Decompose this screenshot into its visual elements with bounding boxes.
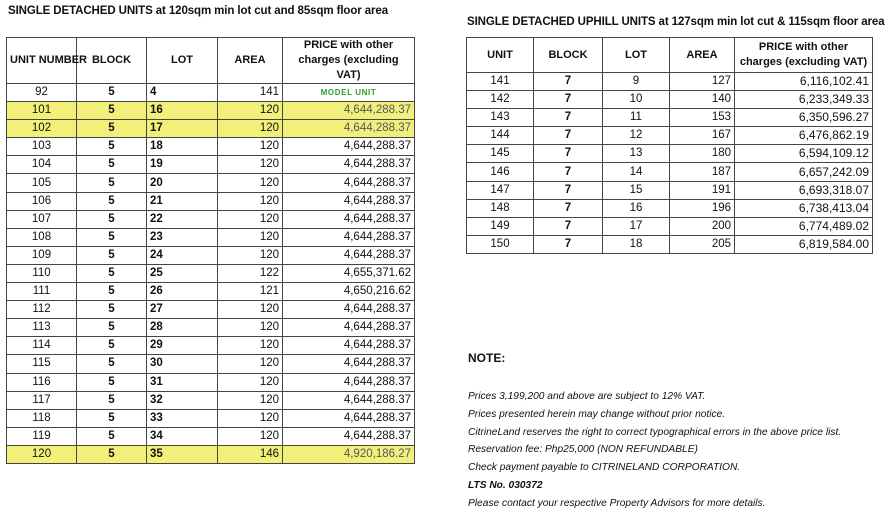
block-cell: 5	[77, 246, 147, 264]
block-cell: 5	[77, 427, 147, 445]
table-row	[7, 246, 415, 264]
table-row	[7, 337, 415, 355]
lot-cell: 11	[603, 109, 670, 127]
table-row	[7, 120, 415, 138]
lot-cell: 9	[603, 73, 670, 91]
table-row	[467, 73, 873, 91]
block-cell: 7	[534, 109, 603, 127]
block-cell: 7	[534, 127, 603, 145]
price-cell: 4,644,288.37	[283, 102, 415, 120]
uphill-units-price-table	[466, 37, 873, 254]
unit-cell: 147	[467, 181, 534, 199]
table-row	[7, 228, 415, 246]
header-block: BLOCK	[77, 38, 147, 84]
area-cell: 140	[670, 91, 735, 109]
table-header-row	[467, 38, 873, 73]
table-row	[467, 127, 873, 145]
block-cell: 7	[534, 199, 603, 217]
unit-cell: 148	[467, 199, 534, 217]
unit-cell: 107	[7, 210, 77, 228]
price-cell: 4,655,371.62	[283, 264, 415, 282]
note-line: Prices presented herein may change without prior notice.	[468, 408, 726, 420]
table-row	[7, 138, 415, 156]
area-cell: 196	[670, 199, 735, 217]
area-cell: 120	[218, 120, 283, 138]
table-row	[7, 373, 415, 391]
note-heading: NOTE:	[468, 351, 506, 365]
unit-cell: 141	[467, 73, 534, 91]
table-row	[7, 301, 415, 319]
block-cell: 7	[534, 145, 603, 163]
area-cell: 180	[670, 145, 735, 163]
table-row	[467, 217, 873, 235]
lot-cell: 19	[147, 156, 218, 174]
unit-cell: 120	[7, 445, 77, 463]
area-cell: 120	[218, 156, 283, 174]
price-cell: 4,644,288.37	[283, 409, 415, 427]
price-cell: 4,920,186.27	[283, 445, 415, 463]
unit-cell: 102	[7, 120, 77, 138]
area-cell: 120	[218, 228, 283, 246]
unit-cell: 117	[7, 391, 77, 409]
unit-cell: 101	[7, 102, 77, 120]
price-cell: 4,644,288.37	[283, 391, 415, 409]
table-row	[7, 391, 415, 409]
unit-cell: 142	[467, 91, 534, 109]
right-table-title: SINGLE DETACHED UPHILL UNITS at 127sqm min lot cut & 115sqm floor area	[467, 16, 885, 28]
price-cell: 4,644,288.37	[283, 301, 415, 319]
lot-cell: 35	[147, 445, 218, 463]
block-cell: 5	[77, 409, 147, 427]
area-cell: 120	[218, 138, 283, 156]
lot-cell: 23	[147, 228, 218, 246]
area-cell: 200	[670, 217, 735, 235]
price-cell: 6,594,109.12	[735, 145, 873, 163]
price-cell: 4,644,288.37	[283, 192, 415, 210]
lot-cell: 24	[147, 246, 218, 264]
price-cell: 6,693,318.07	[735, 181, 873, 199]
unit-cell: 110	[7, 264, 77, 282]
lot-cell: 13	[603, 145, 670, 163]
price-cell: 6,657,242.09	[735, 163, 873, 181]
table-row	[7, 84, 415, 102]
table-row	[7, 210, 415, 228]
lot-cell: 17	[603, 217, 670, 235]
note-line: Reservation fee: Php25,000 (NON REFUNDABLE)	[468, 444, 698, 456]
area-cell: 121	[218, 283, 283, 301]
unit-cell: 103	[7, 138, 77, 156]
price-cell: 4,644,288.37	[283, 120, 415, 138]
lot-cell: 12	[603, 127, 670, 145]
header-area: AREA	[218, 38, 283, 84]
block-cell: 5	[77, 192, 147, 210]
table-row	[467, 109, 873, 127]
lot-cell: 18	[147, 138, 218, 156]
area-cell: 205	[670, 235, 735, 253]
lot-cell: 15	[603, 181, 670, 199]
lot-cell: 34	[147, 427, 218, 445]
block-cell: 7	[534, 163, 603, 181]
price-cell: 4,644,288.37	[283, 246, 415, 264]
table-row	[7, 355, 415, 373]
table-row	[467, 181, 873, 199]
table-row	[467, 199, 873, 217]
single-detached-price-table	[6, 37, 415, 464]
lot-cell: 17	[147, 120, 218, 138]
price-cell: 4,650,216.62	[283, 283, 415, 301]
unit-cell: 106	[7, 192, 77, 210]
price-cell: 4,644,288.37	[283, 373, 415, 391]
lot-cell: 16	[603, 199, 670, 217]
block-cell: 5	[77, 84, 147, 102]
block-cell: 5	[77, 102, 147, 120]
price-cell: 4,644,288.37	[283, 228, 415, 246]
block-cell: 5	[77, 373, 147, 391]
table-row	[7, 319, 415, 337]
price-cell: 4,644,288.37	[283, 210, 415, 228]
left-table-title: SINGLE DETACHED UNITS at 120sqm min lot cut and 85sqm floor area	[8, 5, 388, 17]
area-cell: 167	[670, 127, 735, 145]
unit-cell: 149	[467, 217, 534, 235]
header-block: BLOCK	[534, 38, 603, 73]
lot-cell: 29	[147, 337, 218, 355]
area-cell: 191	[670, 181, 735, 199]
model-unit-label: MODEL UNIT	[320, 88, 377, 98]
lot-cell: 14	[603, 163, 670, 181]
price-cell: 6,350,596.27	[735, 109, 873, 127]
area-cell: 120	[218, 337, 283, 355]
area-cell: 153	[670, 109, 735, 127]
table-header-row	[7, 38, 415, 84]
table-row	[7, 156, 415, 174]
block-cell: 7	[534, 217, 603, 235]
header-price: PRICE with other charges (excluding VAT)	[283, 38, 415, 84]
price-cell: 4,644,288.37	[283, 138, 415, 156]
block-cell: 5	[77, 138, 147, 156]
header-price: PRICE with other charges (excluding VAT)	[735, 38, 873, 73]
area-cell: 146	[218, 445, 283, 463]
table-row	[467, 145, 873, 163]
block-cell: 5	[77, 301, 147, 319]
block-cell: 5	[77, 120, 147, 138]
lot-cell: 28	[147, 319, 218, 337]
area-cell: 120	[218, 373, 283, 391]
unit-cell: 144	[467, 127, 534, 145]
area-cell: 141	[218, 84, 283, 102]
price-cell: 4,644,288.37	[283, 427, 415, 445]
table-row	[7, 174, 415, 192]
area-cell: 120	[218, 427, 283, 445]
table-row	[7, 264, 415, 282]
price-cell: 4,644,288.37	[283, 174, 415, 192]
price-cell: 6,774,489.02	[735, 217, 873, 235]
unit-cell: 113	[7, 319, 77, 337]
unit-cell: 112	[7, 301, 77, 319]
block-cell: 5	[77, 156, 147, 174]
block-cell: 5	[77, 337, 147, 355]
table-row	[7, 427, 415, 445]
table-row	[467, 235, 873, 253]
unit-cell: 114	[7, 337, 77, 355]
unit-cell: 150	[467, 235, 534, 253]
notes-list	[468, 388, 841, 513]
area-cell: 120	[218, 319, 283, 337]
block-cell: 5	[77, 210, 147, 228]
block-cell: 5	[77, 355, 147, 373]
block-cell: 5	[77, 283, 147, 301]
lot-cell: 22	[147, 210, 218, 228]
note-line: CitrineLand reserves the right to correct typographical errors in the above price list.	[468, 426, 842, 438]
lot-cell: 26	[147, 283, 218, 301]
area-cell: 122	[218, 264, 283, 282]
note-line: Check payment payable to CITRINELAND CORPORATION.	[468, 462, 741, 474]
note-line: Please contact your respective Property Advisors for more details.	[468, 497, 766, 509]
note-line: Prices 3,199,200 and above are subject to 12% VAT.	[468, 391, 706, 402]
unit-cell: 119	[7, 427, 77, 445]
price-cell	[283, 84, 415, 102]
block-cell: 7	[534, 73, 603, 91]
block-cell: 5	[77, 391, 147, 409]
area-cell: 127	[670, 73, 735, 91]
area-cell: 187	[670, 163, 735, 181]
area-cell: 120	[218, 102, 283, 120]
block-cell: 5	[77, 228, 147, 246]
table-row	[7, 102, 415, 120]
header-unit: UNIT	[467, 38, 534, 73]
lot-cell: 25	[147, 264, 218, 282]
lot-cell: 33	[147, 409, 218, 427]
unit-cell: 92	[7, 84, 77, 102]
block-cell: 7	[534, 235, 603, 253]
block-cell: 5	[77, 319, 147, 337]
block-cell: 5	[77, 174, 147, 192]
area-cell: 120	[218, 174, 283, 192]
unit-cell: 111	[7, 283, 77, 301]
price-cell: 6,738,413.04	[735, 199, 873, 217]
price-cell: 6,116,102.41	[735, 73, 873, 91]
unit-cell: 104	[7, 156, 77, 174]
price-cell: 4,644,288.37	[283, 355, 415, 373]
table-row	[467, 91, 873, 109]
area-cell: 120	[218, 355, 283, 373]
price-cell: 6,819,584.00	[735, 235, 873, 253]
area-cell: 120	[218, 409, 283, 427]
price-cell: 4,644,288.37	[283, 156, 415, 174]
block-cell: 7	[534, 181, 603, 199]
unit-cell: 108	[7, 228, 77, 246]
lot-cell: 32	[147, 391, 218, 409]
block-cell: 7	[534, 91, 603, 109]
price-cell: 6,476,862.19	[735, 127, 873, 145]
header-area: AREA	[670, 38, 735, 73]
unit-cell: 116	[7, 373, 77, 391]
header-unit-number: UNIT NUMBER	[7, 38, 77, 84]
header-lot: LOT	[603, 38, 670, 73]
table-row	[7, 192, 415, 210]
price-cell: 6,233,349.33	[735, 91, 873, 109]
lot-cell: 10	[603, 91, 670, 109]
table-row	[467, 163, 873, 181]
area-cell: 120	[218, 391, 283, 409]
unit-cell: 105	[7, 174, 77, 192]
unit-cell: 146	[467, 163, 534, 181]
note-line: LTS No. 030372	[468, 479, 543, 491]
table-row	[7, 283, 415, 301]
table-row	[7, 445, 415, 463]
unit-cell: 143	[467, 109, 534, 127]
price-cell: 4,644,288.37	[283, 337, 415, 355]
lot-cell: 27	[147, 301, 218, 319]
area-cell: 120	[218, 301, 283, 319]
area-cell: 120	[218, 246, 283, 264]
lot-cell: 21	[147, 192, 218, 210]
table-row	[7, 409, 415, 427]
unit-cell: 109	[7, 246, 77, 264]
lot-cell: 18	[603, 235, 670, 253]
lot-cell: 30	[147, 355, 218, 373]
unit-cell: 118	[7, 409, 77, 427]
price-cell: 4,644,288.37	[283, 319, 415, 337]
unit-cell: 145	[467, 145, 534, 163]
lot-cell: 4	[147, 84, 218, 102]
lot-cell: 31	[147, 373, 218, 391]
area-cell: 120	[218, 210, 283, 228]
area-cell: 120	[218, 192, 283, 210]
block-cell: 5	[77, 445, 147, 463]
lot-cell: 20	[147, 174, 218, 192]
block-cell: 5	[77, 264, 147, 282]
header-lot: LOT	[147, 38, 218, 84]
lot-cell: 16	[147, 102, 218, 120]
unit-cell: 115	[7, 355, 77, 373]
